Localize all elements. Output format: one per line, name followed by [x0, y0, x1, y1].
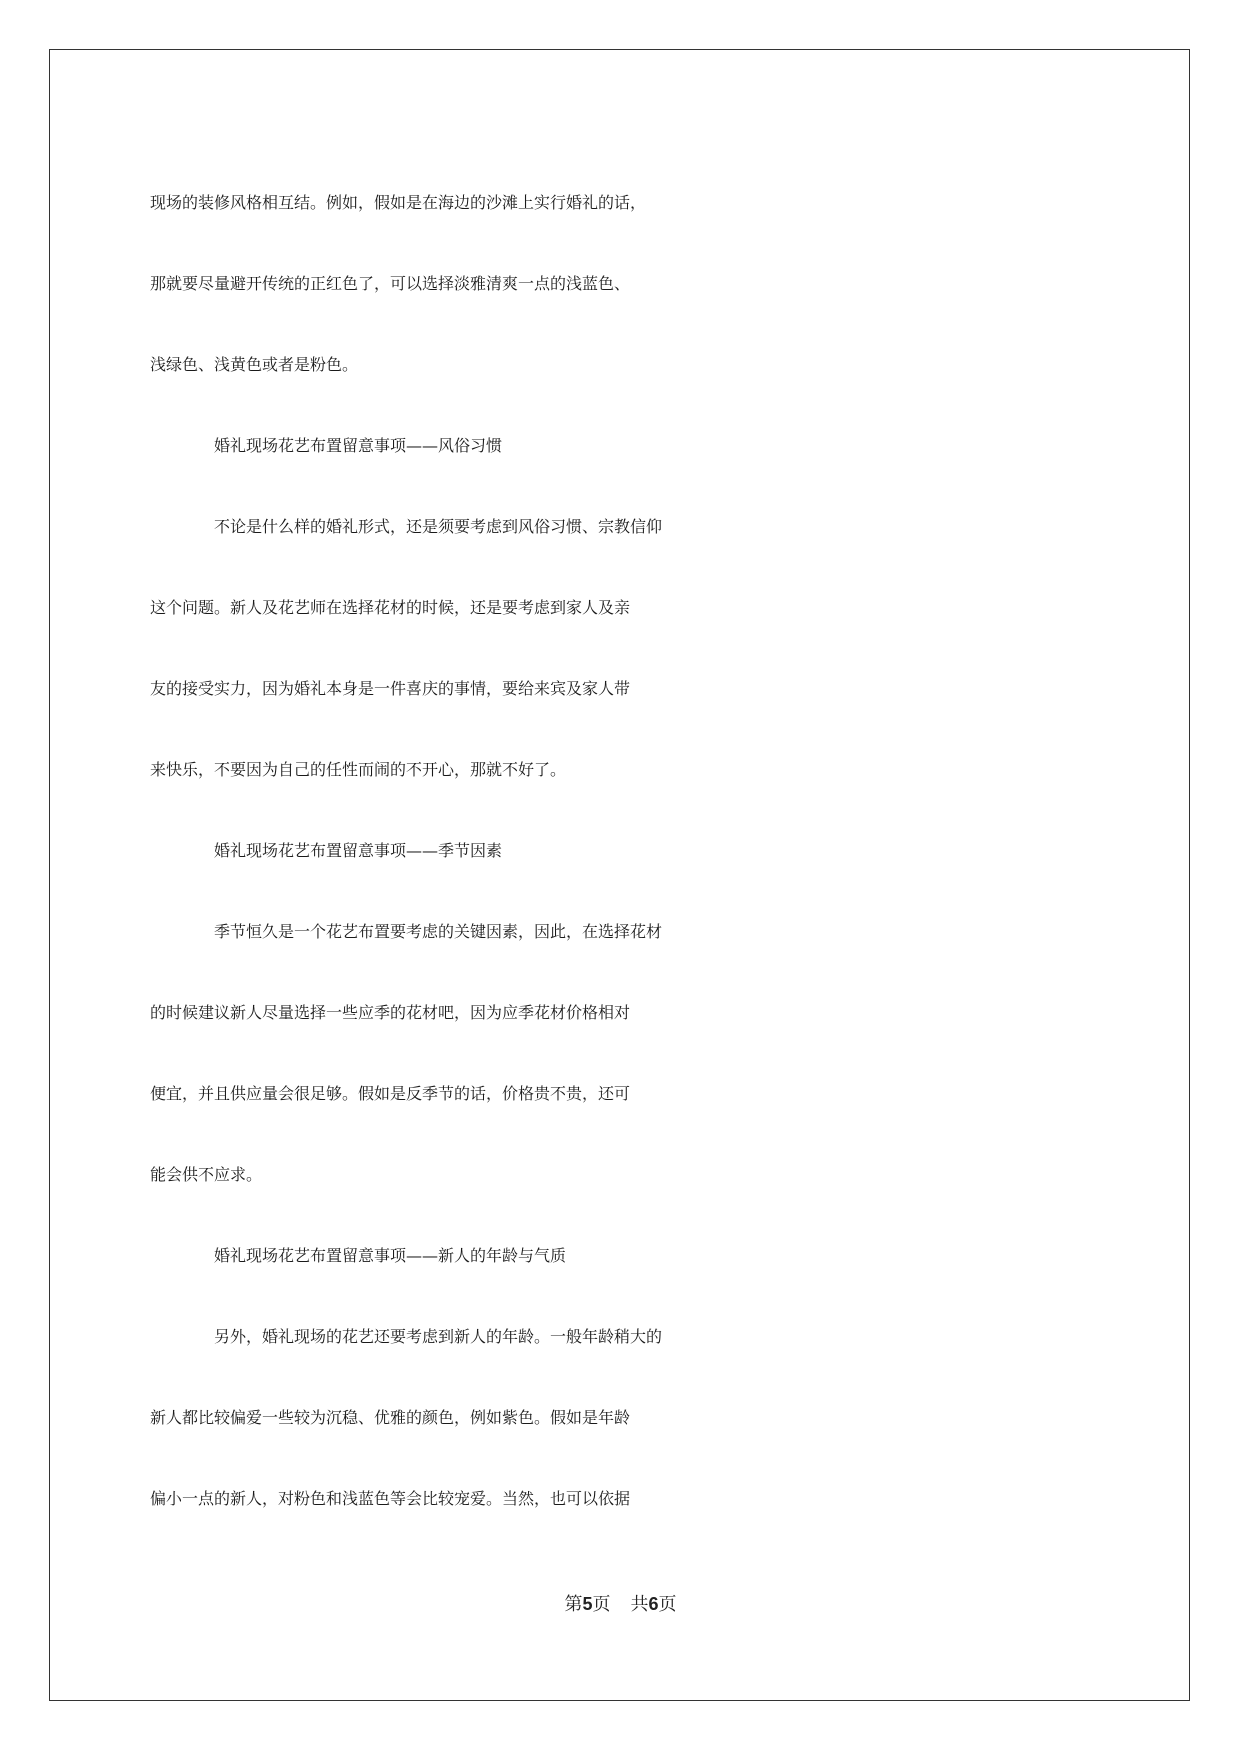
current-page: 5: [582, 1594, 593, 1614]
text-line: 这个问题。新人及花艺师在选择花材的时候，还是要考虑到家人及亲: [150, 598, 631, 617]
page-footer: [0, 1590, 1241, 1616]
text-line: 友的接受实力，因为婚礼本身是一件喜庆的事情，要给来宾及家人带: [150, 679, 631, 698]
text-line: 偏小一点的新人，对粉色和浅蓝色等会比较宠爱。当然，也可以依据: [150, 1489, 631, 1508]
text-line: 的时候建议新人尽量选择一些应季的花材吧，因为应季花材价格相对: [150, 1003, 631, 1022]
text-line: 那就要尽量避开传统的正红色了，可以选择淡雅清爽一点的浅蓝色、: [150, 274, 631, 293]
text-line: 便宜，并且供应量会很足够。假如是反季节的话，价格贵不贵，还可: [150, 1084, 631, 1103]
section-heading-age-temperament: 婚礼现场花艺布置留意事项——新人的年龄与气质: [214, 1246, 567, 1265]
text-line: 新人都比较偏爱一些较为沉稳、优雅的颜色，例如紫色。假如是年龄: [150, 1408, 631, 1427]
document-body: [150, 162, 1090, 1539]
total-pages: 6: [648, 1594, 659, 1614]
text-line: 能会供不应求。: [150, 1165, 263, 1184]
text-line: 季节恒久是一个花艺布置要考虑的关键因素，因此，在选择花材: [214, 922, 663, 941]
text-line: 来快乐，不要因为自己的任性而闹的不开心，那就不好了。: [150, 760, 567, 779]
page-number-label: 第5页: [564, 1594, 611, 1615]
section-heading-season: 婚礼现场花艺布置留意事项——季节因素: [214, 841, 503, 860]
text-line: 浅绿色、浅黄色或者是粉色。: [150, 355, 359, 374]
page-total-label: 共6页: [630, 1594, 677, 1615]
text-line: 不论是什么样的婚礼形式，还是须要考虑到风俗习惯、宗教信仰: [214, 517, 663, 536]
text-line: 现场的装修风格相互结。例如，假如是在海边的沙滩上实行婚礼的话，: [150, 193, 647, 212]
section-heading-customs: 婚礼现场花艺布置留意事项——风俗习惯: [214, 436, 503, 455]
text-line: 另外，婚礼现场的花艺还要考虑到新人的年龄。一般年龄稍大的: [214, 1327, 663, 1346]
